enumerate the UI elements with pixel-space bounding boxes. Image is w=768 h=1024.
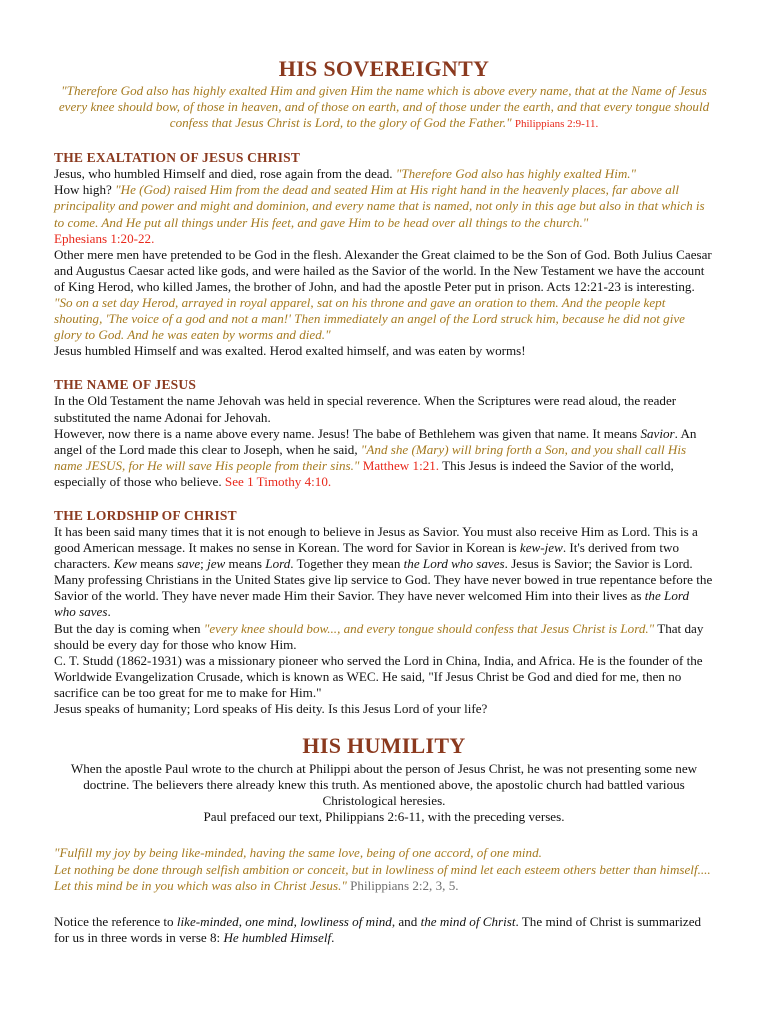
text: . Jesus is Savior; the Savior is Lord. <box>504 556 693 572</box>
exaltation-paragraph-1 <box>54 166 714 182</box>
exaltation-paragraph-3 <box>54 247 714 344</box>
exaltation-paragraph-4: Jesus humbled Himself and was exalted. Herod exalted himself, and was eaten by worms! <box>54 343 526 359</box>
name-paragraph-1: In the Old Testament the name Jehovah was held in special reverence. When the Scriptures were read aloud, the reader substituted the name Adonai for Jehovah. <box>54 393 677 425</box>
emphasis: the Lord who saves <box>403 556 505 572</box>
lordship-paragraph-3 <box>54 621 714 653</box>
scripture-reference: Ephesians 1:20-22. <box>54 230 155 246</box>
text: ; <box>200 556 208 572</box>
emphasis: kew-jew <box>519 540 563 556</box>
emphasis: the Lord who saves <box>54 588 690 620</box>
emphasis: He humbled Himself <box>223 929 332 945</box>
text: . <box>107 604 111 620</box>
heading-exaltation: THE EXALTATION OF JESUS CHRIST <box>54 150 301 166</box>
text: . <box>331 929 335 945</box>
text: , <box>293 913 301 929</box>
text: Notice the reference to <box>54 913 177 929</box>
emphasis: one mind <box>245 913 294 929</box>
quote: "So on a set day Herod, arrayed in royal apparel, sat on his throne and gave an oration to them. And the people kept shouting, 'The voice of a god and not a man!' Then immediately an angel of the Lord struck him, because he did not give glory to God. And he was eaten by worms and died." <box>54 295 685 343</box>
text: How high? <box>54 182 112 198</box>
emphasis: the mind of Christ <box>420 913 516 929</box>
heading-lordship: THE LORDSHIP OF CHRIST <box>54 507 237 523</box>
text: However, now there is a name above every name. Jesus! The babe of Bethlehem was given that name. It means <box>54 425 641 441</box>
emphasis: Kew <box>113 556 137 572</box>
text: , <box>238 913 246 929</box>
quote: Let nothing be done through selfish ambition or conceit, but in lowliness of mind let each esteem others better than himself.... Let this mind be in you which was also in Christ Jesus." <box>54 861 711 893</box>
emphasis: lowliness of mind <box>300 913 392 929</box>
emphasis: like-minded <box>176 913 239 929</box>
exaltation-paragraph-2 <box>54 182 714 246</box>
text: means <box>225 556 266 572</box>
scripture-reference: Matthew 1:21. <box>362 457 440 473</box>
humility-paragraph-1: When the apostle Paul wrote to the church at Philippi about the person of Jesus Christ, he was not presenting some new doctrine. The believers there already knew this truth. As mentioned above, the apostolic church had battled various Christological heresies. <box>70 761 698 809</box>
quote: "Fulfill my joy by being like-minded, having the same love, being of one accord, of one mind. <box>54 845 542 861</box>
humility-paragraph-2: Paul prefaced our text, Philippians 2:6-11, with the preceding verses. <box>203 809 565 825</box>
emphasis: save <box>176 556 201 572</box>
scripture-reference: See 1 Timothy 4:10. <box>224 473 332 489</box>
text: Jesus, who humbled Himself and died, rose again from the dead. <box>54 166 393 182</box>
text: . The mind of Christ is summarized for us in three words in verse 8: <box>54 913 702 945</box>
document-page <box>54 56 714 946</box>
lordship-paragraph-1 <box>54 524 714 572</box>
quote: "He (God) raised Him from the dead and seated Him at His right hand in the heavenly places, far above all principality and power and might and dominion, and every name that is named, not only in this age but also in that which is to come. And He put all things under His feet, and gave Him to be head over all things to the church." <box>54 182 705 230</box>
lordship-paragraph-2 <box>54 572 714 620</box>
text: . It's derived from two characters. <box>54 540 680 572</box>
lordship-paragraph-4: C. T. Studd (1862-1931) was a missionary pioneer who served the Lord in China, India, and Africa. He is the founder of the Worldwide Evangelization Crusade, which is known as WEC. He said, "If Jesus Christ be God and died for me, then no sacrifice can be too great for me to make for Him." <box>54 652 703 700</box>
text: But the day is coming when <box>54 620 201 636</box>
text: This Jesus is indeed the Savior of the world, especially of those who believe. <box>54 457 674 489</box>
humility-quote-block <box>54 845 714 893</box>
quote: "every knee should bow..., and every tongue should confess that Jesus Christ is Lord." <box>203 620 655 636</box>
text: Many professing Christians in the United States give lip service to God. They have never bowed in true repentance before the Savior of the world. They have never made Him their Savior. They have never welcomed Him into their lives as <box>54 572 713 604</box>
section-title-humility: HIS HUMILITY <box>302 733 466 759</box>
quote: "And she (Mary) will bring forth a Son, and you shall call His name JESUS, for He will save His people from their sins." <box>54 441 687 473</box>
emphasis: Savior <box>640 425 675 441</box>
text: . An angel of the Lord made this clear to Joseph, when he said, <box>54 425 697 457</box>
text: , and <box>391 913 421 929</box>
text: . Together they mean <box>290 556 404 572</box>
text: means <box>136 556 177 572</box>
emphasis: Lord <box>265 556 291 572</box>
quote: "Therefore God also has highly exalted Him." <box>395 166 637 182</box>
emphasis: jew <box>207 556 226 572</box>
section-title-sovereignty: HIS SOVEREIGNTY <box>278 56 490 81</box>
heading-name-of-jesus: THE NAME OF JESUS <box>54 377 197 393</box>
intro-paragraph <box>54 83 714 132</box>
scripture-reference: Philippians 2:2, 3, 5. <box>350 877 459 893</box>
lordship-paragraph-5: Jesus speaks of humanity; Lord speaks of His deity. Is this Jesus Lord of your life? <box>54 701 488 716</box>
text: It has been said many times that it is not enough to believe in Jesus as Savior. You must also receive Him as Lord. This is a good American message. It makes no sense in Korean. The word for Savior in Korean is <box>54 523 698 556</box>
intro-quote: "Therefore God also has highly exalted Him and given Him the name which is above every name, that at the Name of Jesus every knee should bow, of those in heaven, and of those on earth, and of those under the earth, and that every tongue should confess that Jesus Christ is Lord, to the glory of God the Father." <box>58 83 710 131</box>
name-paragraph-2 <box>54 426 714 490</box>
humility-paragraph-3 <box>54 914 714 946</box>
intro-reference: Philippians 2:9-11. <box>514 118 599 131</box>
text: Other mere men have pretended to be God in the flesh. Alexander the Great claimed to be the Son of God. Both Julius Caesar and Augustus Caesar acted like gods, and were hailed as the Savior of the world. In the New Testament we have the account of King Herod, who killed James, the brother of John, and had the apostle Peter put in prison. Acts 12:21-23 is interesting. <box>54 246 712 294</box>
text: That day should be every day for those who know Him. <box>54 620 704 652</box>
